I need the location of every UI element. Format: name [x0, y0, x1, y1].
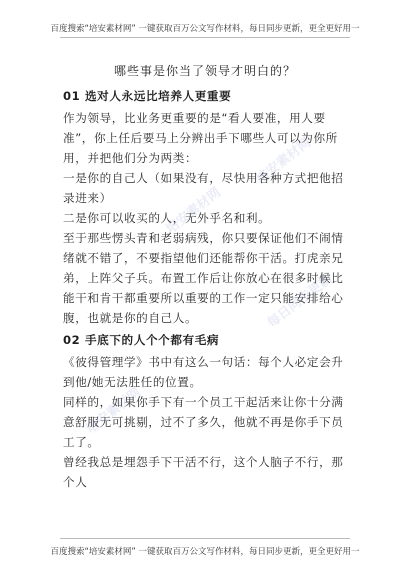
paragraph: 二是你可以收买的人，无外乎名和利。: [63, 211, 271, 225]
paragraph: 作为领导，比业务更重要的是“看人要准，用人要准”，你上任后要马上分辨出手下哪些人可以为你所用，并把他们分为两类：: [63, 111, 338, 165]
paragraph: 至于那些愣头青和老弱病残，你只要保证他们不闹情绪就不错了，不要指望他们还能帮你干活。打虎亲兄弟，上阵父子兵。布置工作后让你放心在很多时候比能干和肯干都重要所以重要的工作一定只能安排给心腹，也就是你的自己人。: [63, 231, 344, 325]
paragraph: 同样的，如果你手下有一个员工干起活来让你十分满意舒服无可挑剔，过不了多久，他就不再是你手下员工了。: [63, 395, 344, 449]
section-heading-2: 02 手底下的人个个都有毛病: [63, 333, 220, 347]
page-header: 百度搜索“培安素材网” 一键获取百万公文写作材料，每日同步更新，更全更好用一: [50, 24, 360, 34]
document-title: 哪些事是你当了领导才明白的？: [113, 64, 296, 78]
watermark-text: 每日同步更新: [264, 271, 336, 332]
footer-divider: [60, 538, 350, 539]
header-divider: [60, 37, 350, 38]
watermark-text: 培安素材网: [83, 385, 144, 437]
paragraph: 《彼得管理学》书中有这么一句话：每个人必定会升到他/她无法胜任的位置。: [63, 355, 344, 389]
watermark-text: 培安素材网: [163, 185, 224, 237]
paragraph: 一是你的自己人（如果没有，尽快用各种方式把他招录进来）: [63, 171, 344, 205]
watermark-text: 培安素材网: [253, 135, 314, 187]
page-footer: 百度搜索“培安素材网” 一键获取百万公文写作材料，每日同步更新，更全更好用一: [50, 547, 360, 557]
paragraph: 曾经我总是埋怨手下干活不行，这个人脑子不行，那个人: [63, 455, 344, 489]
section-heading-1: 01 选对人永远比培养人更重要: [63, 89, 232, 103]
document-body: [63, 84, 355, 492]
